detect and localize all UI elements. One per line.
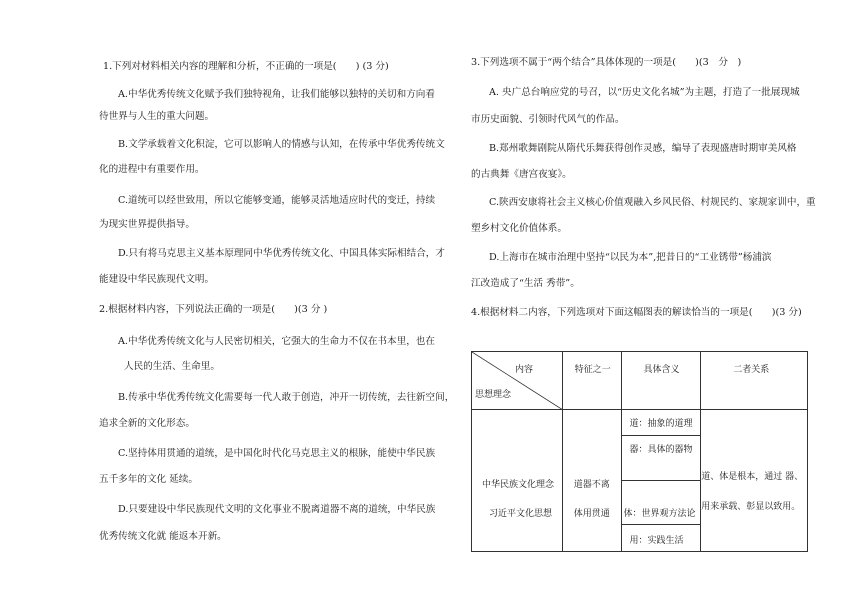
q1-option-b-cont: 化的进程中有重要作用。 (99, 164, 205, 175)
feature-cell (562, 481, 621, 552)
meaning-cell-group-1 (621, 410, 701, 481)
concept-table (471, 351, 808, 552)
diagonal-divider (472, 352, 563, 410)
q1-option-c-cont: 为现实世界提供指导。 (99, 219, 195, 230)
row1-name: 中华民族文化理念 (482, 479, 555, 490)
header-feature: 特征之一 (562, 352, 621, 410)
q2-option-c-cont: 五千多年的文化 延续。 (99, 474, 198, 485)
table-header-row (472, 352, 808, 410)
q2-stem: 2.根据材料内容，下列说法正确的一项是( )(3 分 ) (99, 304, 328, 315)
name-cell-upper (472, 410, 563, 481)
q3-option-b-cont: 的古典舞《唐宫夜宴》。 (471, 169, 572, 180)
q1-option-c: C.道统可以经世致用，所以它能够变通，能够灵活地适应时代的变迁，持续 (118, 195, 436, 206)
row2-name: 习近平文化思想 (489, 508, 553, 519)
q2-option-a: A.中华优秀传统文化与人民密切相关，它强大的生命力不仅在书本里，也在 (118, 336, 435, 347)
q3-option-a-cont: 市历史面貌、引领时代风气的作品。 (471, 114, 625, 125)
q2-option-a-cont: 人民的生活、生命里。 (124, 361, 220, 372)
q1-option-d: D.只有将马克思主义基本原理同中华优秀传统文化、中国具体实际相结合，才 (118, 248, 445, 259)
q2-option-b-cont: 追求全新的文化形态。 (99, 418, 195, 429)
corner-header-top: 内容 (515, 365, 534, 375)
feature-cell-upper (562, 410, 621, 481)
q3-option-d-cont: 江改造成了“生活 秀带”。 (471, 278, 580, 289)
q1-option-b: B.文学承载着文化积淀，它可以影响人的情感与认知，在传承中华优秀传统文 (118, 139, 445, 150)
q1-option-a: A.中华优秀传统文化赋予我们独特视角，让我们能够以独特的关切和方向看 (118, 89, 435, 100)
row2-feature: 体用贯通 (573, 508, 610, 519)
q3-option-a: A. 央广总台响应党的号召，以“历史文化名城”为主题，打造了一批展现城 (489, 87, 800, 98)
name-cell (472, 481, 563, 552)
corner-header-cell (472, 352, 563, 410)
row1-feature: 道器不离 (573, 479, 610, 490)
q4-stem: 4.根据材料二内容，下列选项对下面这幅图表的解读恰当的一项是( )(3 分) (471, 307, 802, 318)
meaning-dao: 道：抽象的道理 (622, 410, 701, 436)
q2-option-d: D.只要建设中华民族现代文明的文化事业不脱离道器不离的道统，中华民族 (118, 504, 436, 515)
q1-option-d-cont: 能建设中华民族现代文明。 (99, 274, 215, 285)
relation-cell: 道、体是根本，通过 器、 用来承载、彰显以致用。 (701, 410, 808, 552)
q2-option-b: B.传承中华优秀传统文化需要每一代人敢于创造，冲开一切传统，去往新空间， (118, 392, 455, 403)
q2-option-d-cont: 优秀传统文化就 能返本开新。 (99, 531, 227, 542)
meaning-cell-group-2 (621, 481, 701, 552)
q1-option-a-cont: 待世界与人生的重大问题。 (99, 111, 215, 122)
meaning-yong: 用：实践生活 (629, 536, 684, 546)
table-row (472, 410, 808, 481)
meaning-qi: 器：具体的器物 (629, 445, 693, 455)
q2-option-c: C.坚持体用贯通的道统，是中国化时代化马克思主义的根脉，能使中华民族 (118, 448, 436, 459)
q3-stem: 3.下列选项不属于“两个结合”具体体现的一项是( )(3 分 ) (471, 57, 742, 68)
q3-option-c-cont: 塑乡村文化价值体系。 (471, 223, 567, 234)
q3-option-c: C.陕西安康将社会主义核心价值观融入乡风民俗、村规民约、家规家训中，重 (489, 197, 816, 208)
header-meaning: 具体含义 (621, 352, 701, 410)
header-relation: 二者关系 (701, 352, 808, 410)
q3-option-b: B.郑州歌舞剧院从隋代乐舞获得创作灵感，编导了表现盛唐时期审美风格 (489, 143, 797, 154)
meaning-ti: 体：世界观方法论 (622, 481, 701, 525)
corner-header-bottom: 思想理念 (475, 390, 512, 400)
q1-stem: 1.下列对材料相关内容的理解和分析，不正确的一项是( ) (3 分) (103, 61, 389, 72)
q3-option-d: D.上海市在城市治理中坚持“以民为本”,把昔日的“工业锈带”杨浦滨 (489, 252, 772, 263)
